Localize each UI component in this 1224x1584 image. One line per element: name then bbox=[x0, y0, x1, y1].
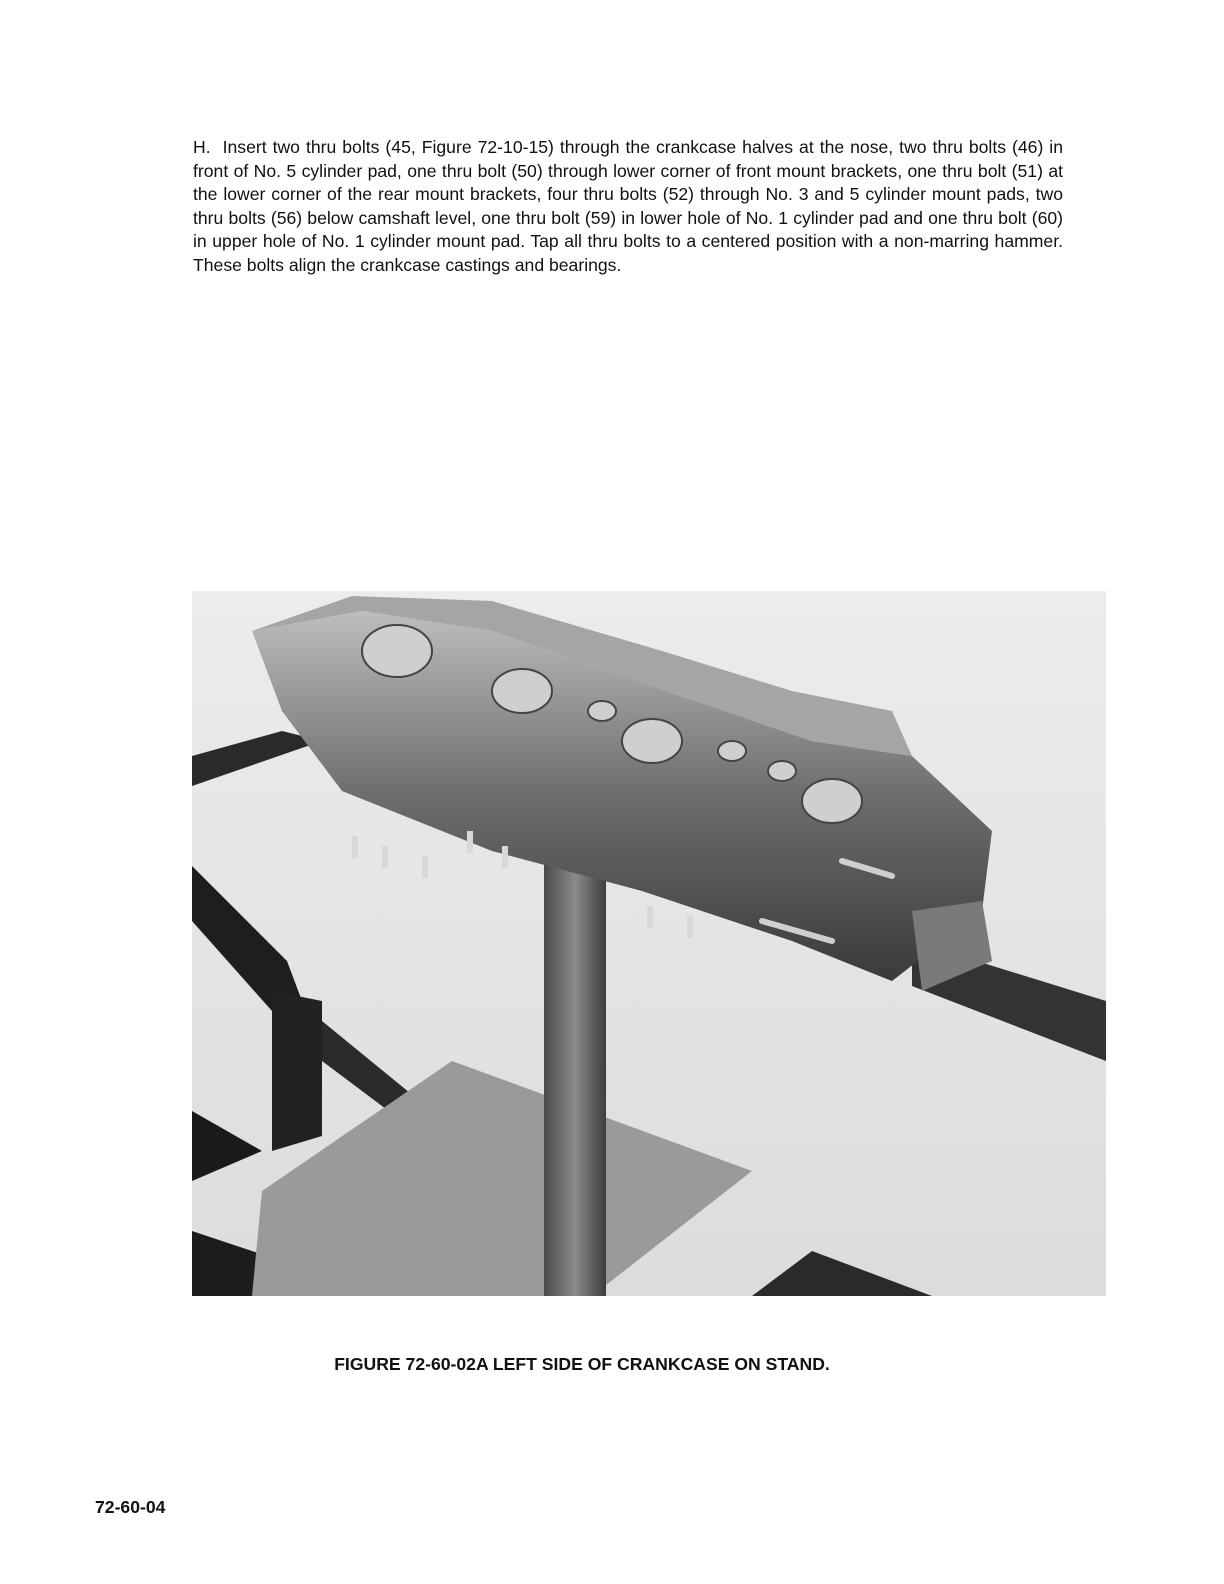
step-label: H. bbox=[193, 137, 211, 157]
figure-caption: FIGURE 72-60-02A LEFT SIDE OF CRANKCASE ON STAND. bbox=[334, 1354, 830, 1374]
instruction-paragraph bbox=[193, 136, 1063, 278]
crankcase-photo bbox=[192, 591, 1106, 1296]
instruction-text: Insert two thru bolts (45, Figure 72-10-15) through the crankcase halves at the nose, two thru bolts (46) in front of No. 5 cylinder pad, one thru bolt (50) through lower corner of front mount brackets, one thru bolt (51) at the lower corner of the rear mount brackets, four thru bolts (52) through No. 3 and 5 cylinder mount pads, two thru bolts (56) below camshaft level, one thru bolt (59) in lower hole of No. 1 cylinder pad and one thru bolt (60) in upper hole of No. 1 cylinder mount pad. Tap all thru bolts to a centered position with a non-marring hammer. These bolts align the crankcase castings and bearings. bbox=[193, 137, 1063, 275]
page-number: 72-60-04 bbox=[95, 1497, 166, 1517]
